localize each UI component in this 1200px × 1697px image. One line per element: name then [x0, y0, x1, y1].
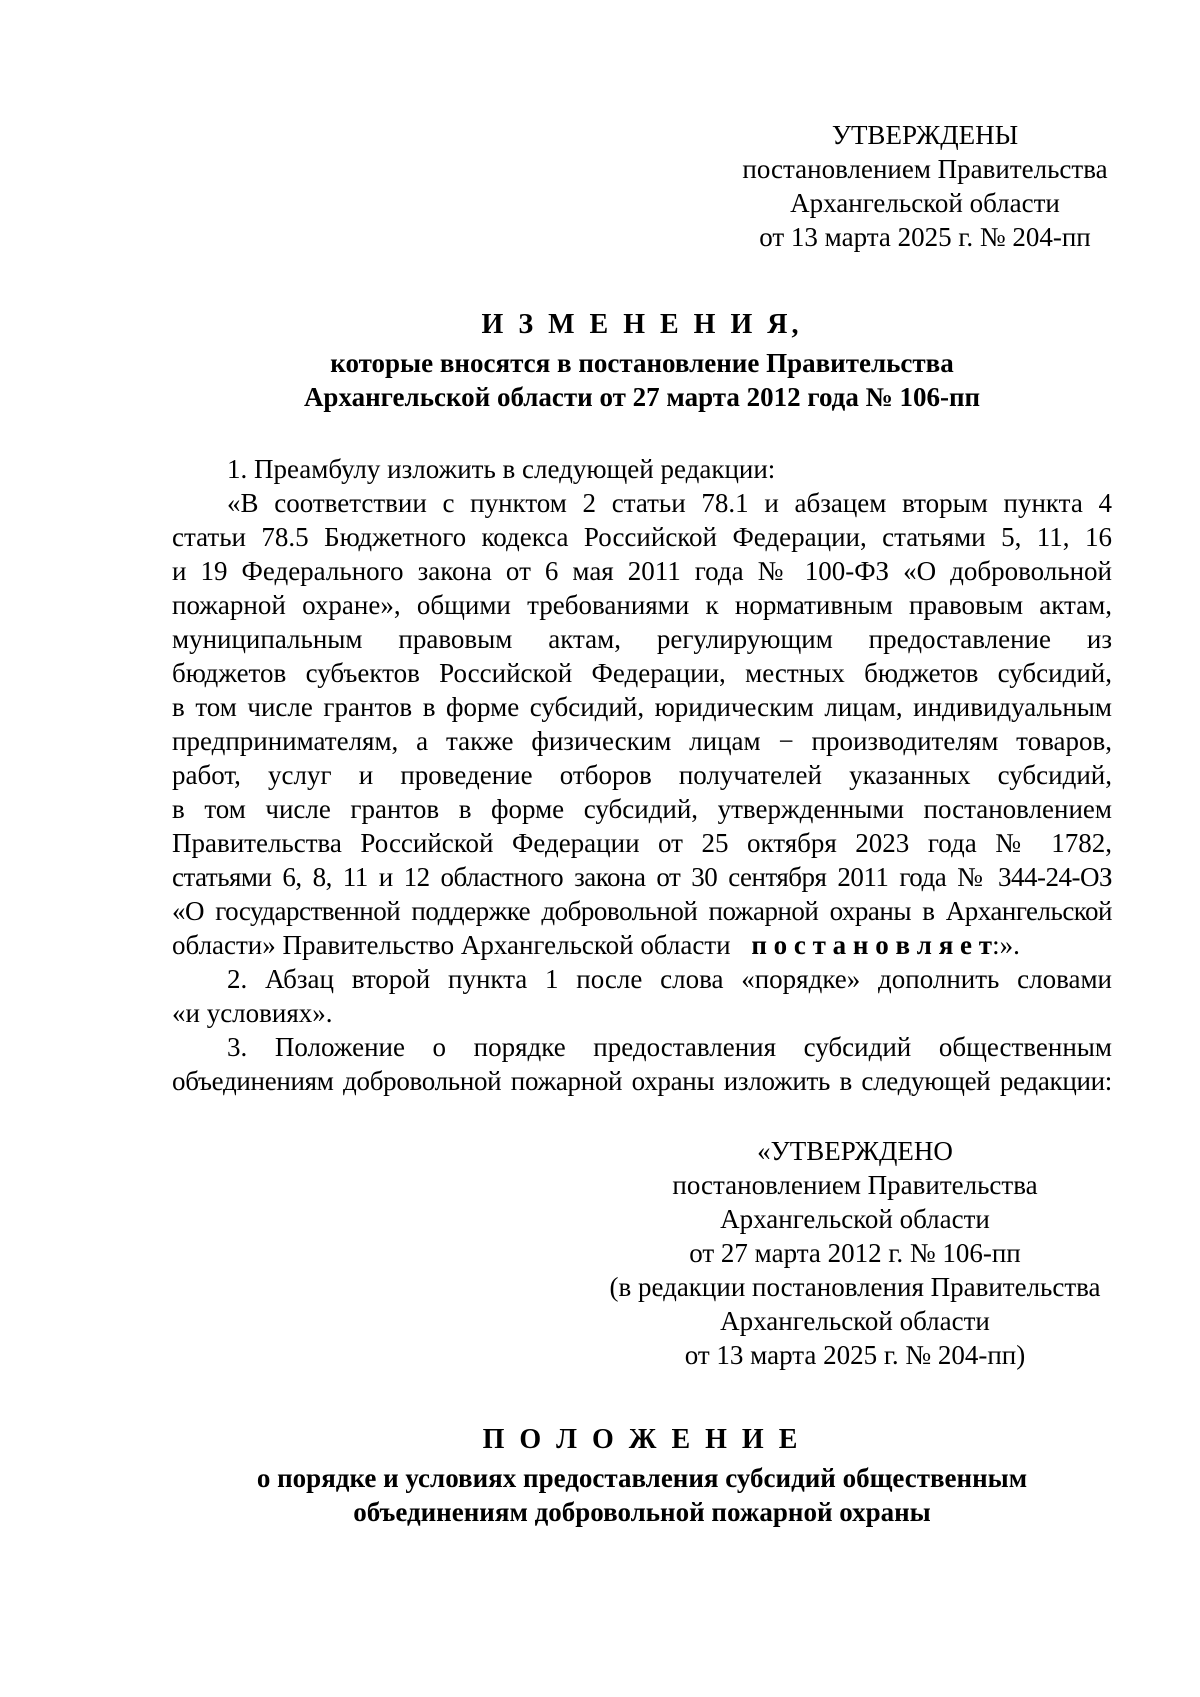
approval2-line-4: от 27 марта 2012 г. № 106-пп	[689, 1238, 1021, 1268]
body-line-7: бюджетов субъектов Российской Федерации, местных бюджетов субсидий,	[172, 658, 1112, 688]
body-line-2: «В соответствии с пунктом 2 статьи 78.1 и абзацем вторым пункта 4	[227, 488, 1112, 518]
decree-word: п о с т а н о в л я е т	[751, 930, 993, 960]
body-line-8: в том числе грантов в форме субсидий, юридическим лицам, индивидуальным	[172, 692, 1112, 722]
body-line-18: 3. Положение о порядке предоставления субсидий общественным	[227, 1032, 1112, 1062]
body-line-10: работ, услуг и проведение отборов получателей указанных субсидий,	[172, 760, 1112, 790]
changes-subtitle-1: которые вносятся в постановление Правительства	[330, 348, 954, 378]
approval-line-3: от 13 марта 2025 г. № 204-пп	[759, 222, 1091, 252]
approval2-line-6: Архангельской области	[720, 1306, 990, 1336]
approval-line-1: постановлением Правительства	[742, 154, 1108, 184]
body-line-6: муниципальным правовым актам, регулирующим предоставление из	[172, 624, 1112, 654]
approval2-line-1: «УТВЕРЖДЕНО	[757, 1136, 953, 1166]
body-line-4: и 19 Федерального закона от 6 мая 2011 года № 100-ФЗ «О добровольной	[172, 556, 1112, 586]
section-title: П О Л О Ж Е Н И Е	[482, 1424, 802, 1455]
approval2-line-7: от 13 марта 2025 г. № 204-пп)	[684, 1340, 1026, 1370]
section-subtitle-2: объединениям добровольной пожарной охраны	[353, 1497, 931, 1527]
body-line-3: статьи 78.5 Бюджетного кодекса Российской Федерации, статьями 5, 11, 16	[172, 522, 1112, 552]
approval-title: УТВЕРЖДЕНЫ	[831, 120, 1019, 150]
body-line-11: в том числе грантов в форме субсидий, утвержденными постановлением	[172, 794, 1112, 824]
body-line-9: предпринимателям, а также физическим лицам − производителям товаров,	[172, 726, 1112, 756]
approval2-line-3: Архангельской области	[720, 1204, 990, 1234]
body-line-1: 1. Преамбулу изложить в следующей редакции:	[227, 454, 776, 484]
body-line-15	[172, 928, 1020, 962]
approval2-line-2: постановлением Правительства	[672, 1170, 1038, 1200]
body-line-14: «О государственной поддержке добровольной пожарной охраны в Архангельской	[172, 896, 1112, 926]
section-subtitle-1: о порядке и условиях предоставления субсидий общественным	[256, 1463, 1028, 1493]
approval2-line-5: (в редакции постановления Правительства	[609, 1272, 1101, 1302]
body-line-19: объединениям добровольной пожарной охраны изложить в следующей редакции:	[172, 1066, 1112, 1096]
approval-line-2: Архангельской области	[790, 188, 1060, 218]
body-line-13: статьями 6, 8, 11 и 12 областного закона от 30 сентября 2011 года № 344-24-ОЗ	[172, 862, 1112, 892]
body-line-15-text: области» Правительство Архангельской области	[172, 930, 731, 960]
body-line-16: 2. Абзац второй пункта 1 после слова «порядке» дополнить словами	[227, 964, 1112, 994]
body-line-12: Правительства Российской Федерации от 25 октября 2023 года № 1782,	[172, 828, 1112, 858]
changes-subtitle-2: Архангельской области от 27 марта 2012 года № 106-пп	[303, 382, 981, 412]
body-line-17: «и условиях».	[172, 998, 333, 1028]
changes-title: И З М Е Н Е Н И Я,	[481, 309, 803, 340]
decree-tail: :».	[992, 930, 1020, 960]
body-line-5: пожарной охране», общими требованиями к нормативным правовым актам,	[172, 590, 1112, 620]
